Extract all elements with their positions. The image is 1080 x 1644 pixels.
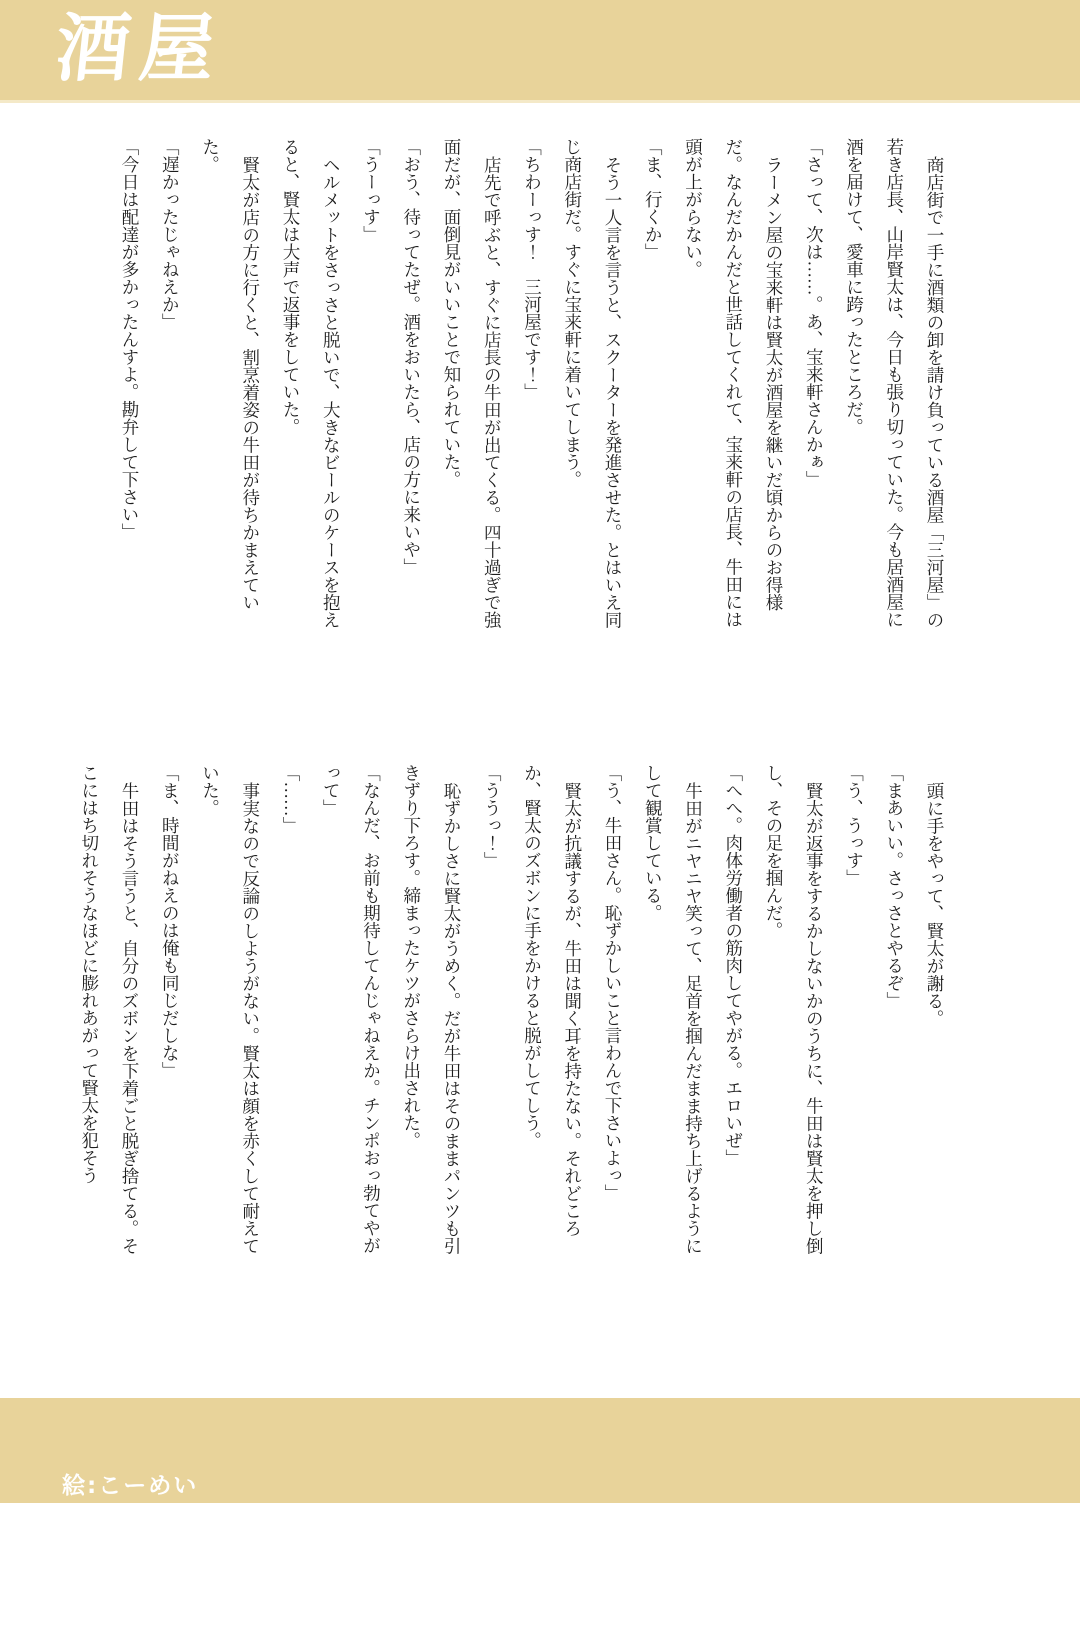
- paragraph: 牛田はそう言うと、自分のズボンを下着ごと脱ぎ捨てる。そこにはち切れそうなほどに膨れあがって賢太を犯そう: [79, 764, 140, 1254]
- paragraph: 賢太が返事をするかしないかのうちに、牛田は賢太を押し倒し、その足を掴んだ。: [764, 764, 825, 1254]
- paragraph: 「ま、行くか」: [643, 138, 664, 261]
- paragraph: 頭に手をやって、賢太が謝る。: [925, 781, 945, 1027]
- paragraph: 「まあいい。さっさとやるぞ」: [884, 764, 905, 1009]
- paragraph: 「う、牛田さん。恥ずかしいこと言わんで下さいよっ」: [603, 764, 623, 1202]
- paragraph: 「ま、時間がねえのは俺も同じだしな」: [160, 764, 181, 1079]
- paragraph: 店先で呼ぶと、すぐに店長の牛田が出てくる。四十過ぎで強面だが、面倒見がいいことで知られていた。: [442, 138, 503, 628]
- paragraph: 「なんだ、お前も期待してんじゃねえか。チンポおっ勃てやがって」: [321, 764, 382, 1254]
- paragraph: 「へへ。肉体労働者の筋肉してやがる。エロいぜ」: [723, 764, 744, 1167]
- paragraph: 「おう、待ってたぜ。酒をおいたら、店の方に来いや」: [401, 138, 422, 576]
- title-band: [0, 0, 1080, 103]
- paragraph: 「ちわーっす！ 三河屋です！」: [522, 138, 543, 401]
- paragraph: 「う、うっす」: [844, 764, 865, 887]
- story-text-block-bottom: [70, 764, 956, 1258]
- paragraph: ラーメン屋の宝来軒は賢太が酒屋を継いだ頃からのお得様だ。なんだかんだと世話してくれて、宝来軒の店長、牛田には頭が上がらない。: [683, 138, 784, 628]
- paragraph: 賢太が抗議するが、牛田は聞く耳を持たない。それどころか、賢太のズボンに手をかけると脱がしてしう。: [522, 764, 583, 1237]
- paragraph: 「ううっ！」: [482, 764, 503, 869]
- paragraph: 牛田がニヤニヤ笑って、足首を掴んだまま持ち上げるようにして観賞している。: [643, 764, 704, 1254]
- credits-band: [0, 1398, 1080, 1585]
- story-text-block-top: [110, 138, 955, 632]
- paragraph: 賢太が店の方に行くと、割烹着姿の牛田が待ちかまえていた。: [200, 138, 261, 611]
- credits: [62, 1414, 198, 1644]
- credit-text-line: 文:真柴範人: [62, 1558, 199, 1585]
- paragraph: そう一人言を言うと、スクーターを発進させた。とはいえ同じ商店街だ。すぐに宝来軒に着いてしまう。: [562, 138, 623, 628]
- credit-art-line: 絵:こーめい: [62, 1472, 199, 1499]
- paragraph: 事実なので反論のしようがない。賢太は顔を赤くして耐えていた。: [200, 764, 261, 1254]
- paragraph: 「さって、次は……。あ、宝来軒さんかぁ」: [804, 138, 825, 488]
- page-title: 酒屋: [51, 6, 229, 92]
- paragraph: 恥ずかしさに賢太がうめく。だが牛田はそのままパンツも引きずり下ろす。締まったケツがさらけ出された。: [401, 764, 462, 1254]
- paragraph: 「遅かったじゃねえか」: [160, 138, 181, 331]
- paragraph: 商店街で一手に酒類の卸を請け負っている酒屋「三河屋」の若き店長、山岸賢太は、今日も張り切っていた。今も居酒屋に酒を届けて、愛車に跨ったところだ。: [844, 138, 945, 628]
- paragraph: ヘルメットをさっさと脱いで、大きなビールのケースを抱えると、賢太は大声で返事をしていた。: [281, 138, 342, 628]
- paragraph: 「今日は配達が多かったんすよ。勘弁して下さい」: [120, 138, 140, 541]
- paragraph: 「うーっす」: [361, 138, 382, 243]
- paragraph: 「……」: [281, 764, 301, 834]
